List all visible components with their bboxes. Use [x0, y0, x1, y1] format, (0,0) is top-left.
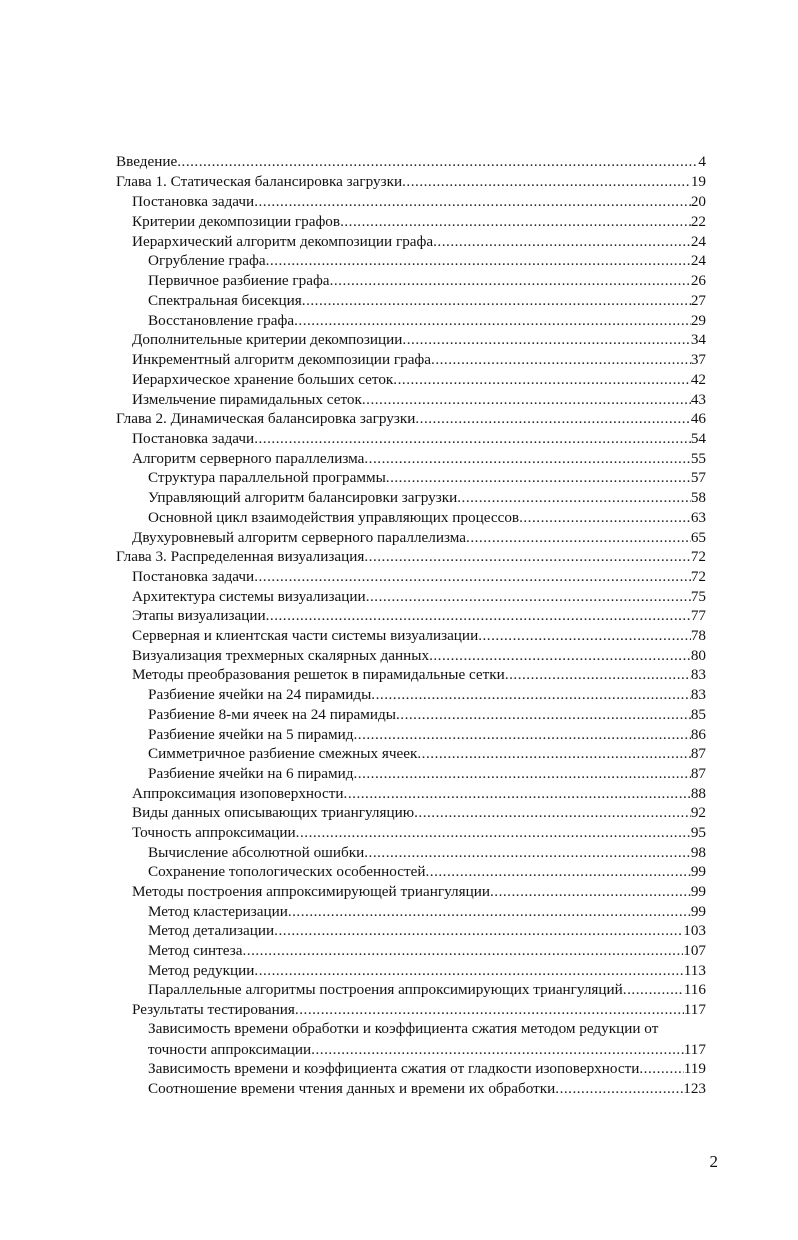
toc-entry-page: 72	[690, 568, 706, 585]
toc-entry-page: 116	[683, 981, 706, 998]
toc-entry-title: Первичное разбиение графа	[148, 272, 330, 289]
toc-leader-dots	[242, 941, 683, 960]
toc-entry-title: Результаты тестирования	[132, 1001, 295, 1018]
toc-entry-title: Симметричное разбиение смежных ячеек	[148, 745, 418, 762]
toc-leader-dots	[415, 409, 690, 428]
toc-entry	[148, 843, 706, 862]
toc-entry-page: 26	[690, 272, 706, 289]
toc-entry-page: 99	[690, 883, 706, 900]
toc-entry-page: 20	[690, 193, 706, 210]
toc-entry-title: Метод детализации	[148, 922, 275, 939]
toc-entry-multiline	[148, 1019, 706, 1059]
toc-entry-line2	[148, 1040, 706, 1059]
toc-entry	[132, 646, 706, 665]
toc-leader-dots	[366, 587, 691, 606]
toc-entry-title: Глава 3. Распределенная визуализация	[116, 548, 365, 565]
page-number: 2	[709, 1152, 718, 1171]
toc-entry-title: Огрубление графа	[148, 252, 266, 269]
toc-entry-page: 83	[690, 686, 706, 703]
toc-leader-dots	[402, 330, 690, 349]
toc-entry-page: 85	[690, 706, 706, 723]
toc-entry-page: 43	[690, 391, 706, 408]
toc-leader-dots	[396, 705, 691, 724]
toc-entry	[148, 1059, 706, 1078]
toc-leader-dots	[364, 547, 690, 566]
toc-leader-dots	[425, 862, 690, 881]
toc-entry-title: Вычисление абсолютной ошибки	[148, 844, 365, 861]
toc-leader-dots	[330, 271, 691, 290]
toc-entry	[148, 685, 706, 704]
toc-leader-dots	[302, 291, 691, 310]
toc-entry-page: 24	[690, 233, 706, 250]
toc-entry-chapter-1	[116, 172, 706, 191]
toc-entry-page: 22	[690, 213, 706, 230]
toc-leader-dots	[623, 980, 684, 999]
toc-entry-title: Структура параллельной программы	[148, 469, 386, 486]
toc-leader-dots	[371, 685, 691, 704]
toc-entry	[148, 744, 706, 763]
toc-entry-page: 54	[690, 430, 706, 447]
toc-entry-title: Иерархическое хранение больших сеток	[132, 371, 394, 388]
toc-entry	[132, 567, 706, 586]
toc-entry-title: Введение	[116, 153, 178, 170]
toc-entry-page: 58	[690, 489, 706, 506]
toc-entry-title: Виды данных описывающих триангуляцию	[132, 804, 415, 821]
toc-entry	[132, 429, 706, 448]
toc-leader-dots	[254, 567, 691, 586]
toc-leader-dots	[478, 626, 691, 645]
toc-entry-page: 80	[690, 647, 706, 664]
toc-leader-dots	[505, 665, 691, 684]
toc-entry-title: Измельчение пирамидальных сеток	[132, 391, 362, 408]
toc-entry-page: 29	[690, 312, 706, 329]
toc-entry	[132, 232, 706, 251]
toc-leader-dots	[362, 390, 691, 409]
toc-entry	[148, 902, 706, 921]
toc-entry-page: 86	[690, 726, 706, 743]
toc-entry-title: Управляющий алгоритм балансировки загрузки	[148, 489, 458, 506]
toc-leader-dots	[393, 370, 691, 389]
toc-entry-page: 75	[690, 588, 706, 605]
toc-entry	[148, 271, 706, 290]
toc-entry	[132, 390, 706, 409]
toc-entry	[148, 488, 706, 507]
toc-entry	[148, 251, 706, 270]
toc-entry-title: Разбиение ячейки на 24 пирамиды	[148, 686, 372, 703]
toc-entry-title: Методы преобразования решеток в пирамидальные сетки	[132, 666, 505, 683]
toc-entry	[148, 961, 706, 980]
toc-leader-dots	[364, 843, 691, 862]
toc-entry-introduction	[116, 152, 706, 171]
toc-entry	[148, 508, 706, 527]
toc-entry-chapter-2	[116, 409, 706, 428]
toc-entry-page: 92	[690, 804, 706, 821]
toc-entry	[132, 1000, 706, 1019]
toc-entry	[132, 823, 706, 842]
toc-entry-page: 117	[683, 1041, 706, 1058]
toc-entry-title: Методы построения аппроксимирующей триангуляции	[132, 883, 490, 900]
toc-entry-page: 95	[690, 824, 706, 841]
toc-leader-dots	[254, 192, 691, 211]
toc-entry	[132, 803, 706, 822]
toc-entry-title: Разбиение ячейки на 5 пирамид	[148, 726, 354, 743]
toc-leader-dots	[254, 961, 683, 980]
toc-entry-title: Разбиение 8-ми ячеек на 24 пирамиды	[148, 706, 396, 723]
toc-entry-title: Визуализация трехмерных скалярных данных	[132, 647, 430, 664]
toc-entry	[132, 370, 706, 389]
toc-entry-title: Точность аппроксимации	[132, 824, 296, 841]
toc-entry	[148, 980, 706, 999]
toc-entry-title: Параллельные алгоритмы построения аппроксимирующих триангуляций	[148, 981, 623, 998]
toc-entry-title-line2: точности аппроксимации	[148, 1041, 312, 1058]
toc-entry	[148, 705, 706, 724]
toc-entry-page: 78	[690, 627, 706, 644]
toc-leader-dots	[402, 172, 691, 191]
toc-entry	[148, 921, 706, 940]
toc-entry-page: 46	[690, 410, 706, 427]
toc-entry-chapter-3	[116, 547, 706, 566]
toc-entry	[148, 862, 706, 881]
toc-entry	[132, 330, 706, 349]
toc-leader-dots	[254, 429, 691, 448]
toc-entry-title: Метод синтеза	[148, 942, 243, 959]
toc-entry-page: 57	[690, 469, 706, 486]
toc-entry-title: Критерии декомпозиции графов	[132, 213, 341, 230]
toc-entry-title: Дополнительные критерии декомпозиции	[132, 331, 403, 348]
toc-entry-page: 87	[690, 765, 706, 782]
toc-entry-title: Глава 1. Статическая балансировка загрузки	[116, 173, 403, 190]
toc-leader-dots	[353, 764, 690, 783]
toc-entry	[132, 192, 706, 211]
toc-entry-title: Постановка задачи	[132, 568, 255, 585]
toc-leader-dots	[431, 350, 691, 369]
toc-entry	[132, 626, 706, 645]
toc-leader-dots	[344, 784, 691, 803]
toc-entry-page: 87	[690, 745, 706, 762]
toc-entry	[148, 1079, 706, 1098]
toc-entry-title: Инкрементный алгоритм декомпозиции графа	[132, 351, 432, 368]
toc-entry-page: 103	[683, 922, 706, 939]
toc-entry-title: Этапы визуализации	[132, 607, 266, 624]
toc-entry-page: 88	[690, 785, 706, 802]
toc-entry-title: Зависимость времени и коэффициента сжатия от гладкости изоповерхности	[148, 1060, 640, 1077]
toc-entry-title: Разбиение ячейки на 6 пирамид	[148, 765, 354, 782]
toc-entry	[148, 291, 706, 310]
toc-entry-title: Аппроксимация изоповерхности	[132, 785, 344, 802]
toc-entry-page: 37	[690, 351, 706, 368]
toc-entry-title-line1: Зависимость времени обработки и коэффициента сжатия методом редукции от	[148, 1020, 659, 1037]
toc-entry	[132, 449, 706, 468]
toc-entry-title: Спектральная бисекция	[148, 292, 302, 309]
toc-leader-dots	[519, 508, 691, 527]
toc-entry-page: 119	[683, 1060, 706, 1077]
toc-entry	[132, 882, 706, 901]
toc-entry-page: 99	[690, 903, 706, 920]
toc-entry-title: Постановка задачи	[132, 193, 255, 210]
toc-entry-title: Соотношение времени чтения данных и времени их обработки	[148, 1080, 556, 1097]
toc-entry	[148, 941, 706, 960]
toc-leader-dots	[457, 488, 691, 507]
toc-leader-dots	[417, 744, 690, 763]
toc-entry-page: 55	[690, 450, 706, 467]
toc-entry	[132, 528, 706, 547]
toc-entry-page: 4	[698, 153, 706, 170]
toc-entry	[132, 784, 706, 803]
toc-entry	[132, 606, 706, 625]
toc-entry-title: Метод кластеризации	[148, 903, 288, 920]
toc-entry	[132, 587, 706, 606]
toc-leader-dots	[296, 823, 691, 842]
toc-leader-dots	[433, 232, 691, 251]
toc-entry-page: 123	[683, 1080, 706, 1097]
toc-entry-title: Глава 2. Динамическая балансировка загрузки	[116, 410, 416, 427]
toc-entry-title: Сохранение топологических особенностей	[148, 863, 426, 880]
toc-entry-page: 77	[690, 607, 706, 624]
toc-entry	[132, 212, 706, 231]
toc-leader-dots	[386, 468, 691, 487]
toc-entry-page: 34	[690, 331, 706, 348]
toc-leader-dots	[340, 212, 691, 231]
toc-entry	[148, 725, 706, 744]
toc-entry	[148, 311, 706, 330]
toc-entry-title: Архитектура системы визуализации	[132, 588, 366, 605]
toc-entry-page: 83	[690, 666, 706, 683]
toc-leader-dots	[353, 725, 690, 744]
toc-entry	[148, 764, 706, 783]
toc-leader-dots	[639, 1059, 683, 1078]
toc-entry-page: 19	[690, 173, 706, 190]
toc-entry-page: 98	[690, 844, 706, 861]
toc-entry-title: Серверная и клиентская части системы визуализации	[132, 627, 479, 644]
toc-leader-dots	[266, 606, 691, 625]
toc-leader-dots	[311, 1040, 684, 1059]
toc-leader-dots	[288, 902, 691, 921]
toc-entry	[132, 350, 706, 369]
toc-entry-title: Восстановление графа	[148, 312, 295, 329]
toc-entry-page: 107	[683, 942, 706, 959]
toc-entry-page: 72	[690, 548, 706, 565]
toc-entry-title: Двухуровневый алгоритм серверного параллелизма	[132, 529, 467, 546]
toc-leader-dots	[294, 311, 691, 330]
toc-entry-title: Алгоритм серверного параллелизма	[132, 450, 365, 467]
toc-entry-page: 27	[690, 292, 706, 309]
toc-entry-title: Постановка задачи	[132, 430, 255, 447]
toc-leader-dots	[490, 882, 691, 901]
toc-leader-dots	[429, 646, 691, 665]
toc-entry-page: 117	[683, 1001, 706, 1018]
toc-entry-title: Основной цикл взаимодействия управляющих процессов	[148, 509, 520, 526]
toc-entry-page: 99	[690, 863, 706, 880]
toc-leader-dots	[274, 921, 683, 940]
toc-entry-title: Метод редукции	[148, 962, 255, 979]
toc-leader-dots	[414, 803, 691, 822]
toc-entry	[148, 468, 706, 487]
toc-leader-dots	[295, 1000, 684, 1019]
toc-entry-page: 42	[690, 371, 706, 388]
toc-leader-dots	[555, 1079, 683, 1098]
toc-entry-title: Иерархический алгоритм декомпозиции графа	[132, 233, 434, 250]
toc-leader-dots	[364, 449, 690, 468]
toc-entry	[132, 665, 706, 684]
toc-entry-page: 65	[690, 529, 706, 546]
toc-leader-dots	[177, 152, 698, 171]
toc-entry-page: 63	[690, 509, 706, 526]
toc-entry-page: 24	[690, 252, 706, 269]
toc-entry-page: 113	[683, 962, 706, 979]
toc-leader-dots	[466, 528, 691, 547]
toc-leader-dots	[266, 251, 691, 270]
